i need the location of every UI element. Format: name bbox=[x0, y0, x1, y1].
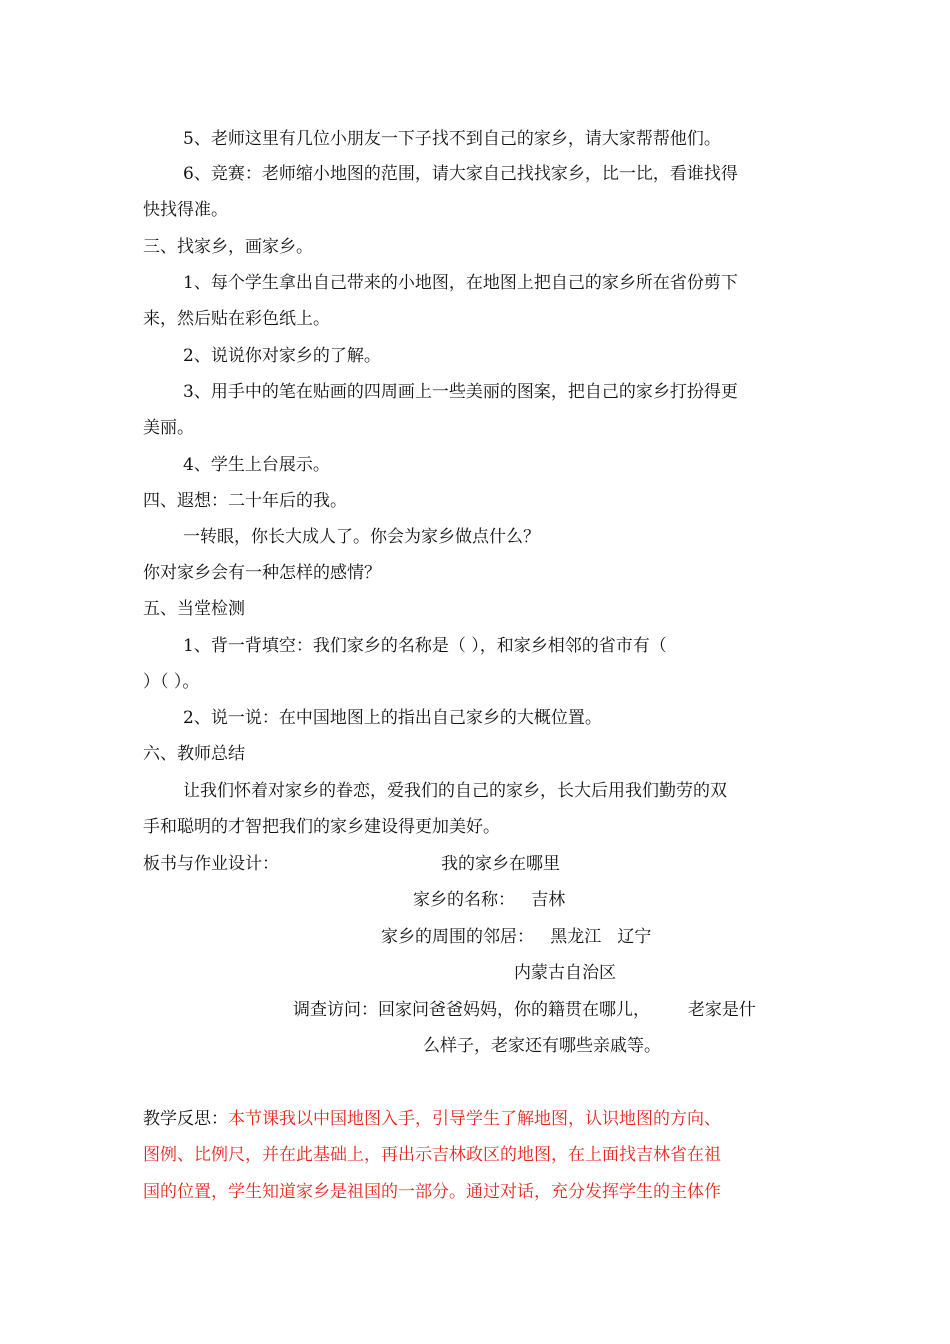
section-6-text: 让我们怀着对家乡的眷恋，爱我们的自己的家乡，长大后用我们勤劳的双 bbox=[183, 781, 727, 801]
section-3-item-3-cont: 美丽。 bbox=[143, 418, 194, 438]
section-3-heading: 三、找家乡，画家乡。 bbox=[143, 237, 313, 257]
section-4-heading: 四、遐想：二十年后的我。 bbox=[143, 491, 347, 511]
reflection-text-1: 本节课我以中国地图入手，引导学生了解地图，认识地图的方向、 bbox=[228, 1109, 721, 1129]
board-neighbors: 家乡的周围的邻居： 黑龙江 辽宁 bbox=[381, 927, 652, 947]
board-survey-cont: 么样子，老家还有哪些亲戚等。 bbox=[423, 1036, 661, 1056]
reflection-line-3: 国的位置，学生知道家乡是祖国的一部分。通过对话，充分发挥学生的主体作 bbox=[143, 1182, 721, 1202]
section-4-text-cont: 你对家乡会有一种怎样的感情？ bbox=[143, 563, 381, 583]
step-5-text: 5、老师这里有几位小朋友一下子找不到自己的家乡，请大家帮帮他们。 bbox=[183, 129, 721, 149]
section-5-item-1: 1、背一背填空：我们家乡的名称是（ ），和家乡相邻的省市有（ bbox=[183, 636, 667, 656]
board-hometown-name: 家乡的名称： 吉林 bbox=[413, 890, 566, 910]
reflection-label: 教学反思： bbox=[143, 1109, 228, 1129]
step-6-text: 6、竞赛：老师缩小地图的范围，请大家自己找找家乡，比一比，看谁找得 bbox=[183, 164, 738, 184]
section-3-item-2: 2、说说你对家乡的了解。 bbox=[183, 346, 381, 366]
section-6-heading: 六、教师总结 bbox=[143, 744, 245, 764]
step-6-text-cont: 快找得准。 bbox=[143, 200, 228, 220]
board-title: 我的家乡在哪里 bbox=[441, 854, 560, 874]
reflection-line-1 bbox=[143, 1107, 721, 1131]
section-3-item-1: 1、每个学生拿出自己带来的小地图，在地图上把自己的家乡所在省份剪下 bbox=[183, 273, 738, 293]
reflection-line-2: 图例、比例尺，并在此基础上，再出示吉林政区的地图，在上面找吉林省在祖 bbox=[143, 1145, 721, 1165]
board-label: 板书与作业设计： bbox=[143, 854, 279, 874]
section-6-text-cont: 手和聪明的才智把我们的家乡建设得更加美好。 bbox=[143, 817, 500, 837]
section-3-item-1-cont: 来，然后贴在彩色纸上。 bbox=[143, 309, 330, 329]
section-5-item-2: 2、说一说：在中国地图上的指出自己家乡的大概位置。 bbox=[183, 708, 602, 728]
section-3-item-3: 3、用手中的笔在贴画的四周画上一些美丽的图案，把自己的家乡打扮得更 bbox=[183, 382, 738, 402]
section-3-item-4: 4、学生上台展示。 bbox=[183, 455, 330, 475]
board-survey: 调查访问：回家问爸爸妈妈，你的籍贯在哪儿， 老家是什 bbox=[293, 1000, 756, 1020]
section-4-text: 一转眼，你长大成人了。你会为家乡做点什么？ bbox=[183, 527, 540, 547]
board-neighbors-cont: 内蒙古自治区 bbox=[514, 963, 616, 983]
section-5-item-1-cont: ）（ ）。 bbox=[143, 672, 200, 692]
section-5-heading: 五、当堂检测 bbox=[143, 599, 245, 619]
